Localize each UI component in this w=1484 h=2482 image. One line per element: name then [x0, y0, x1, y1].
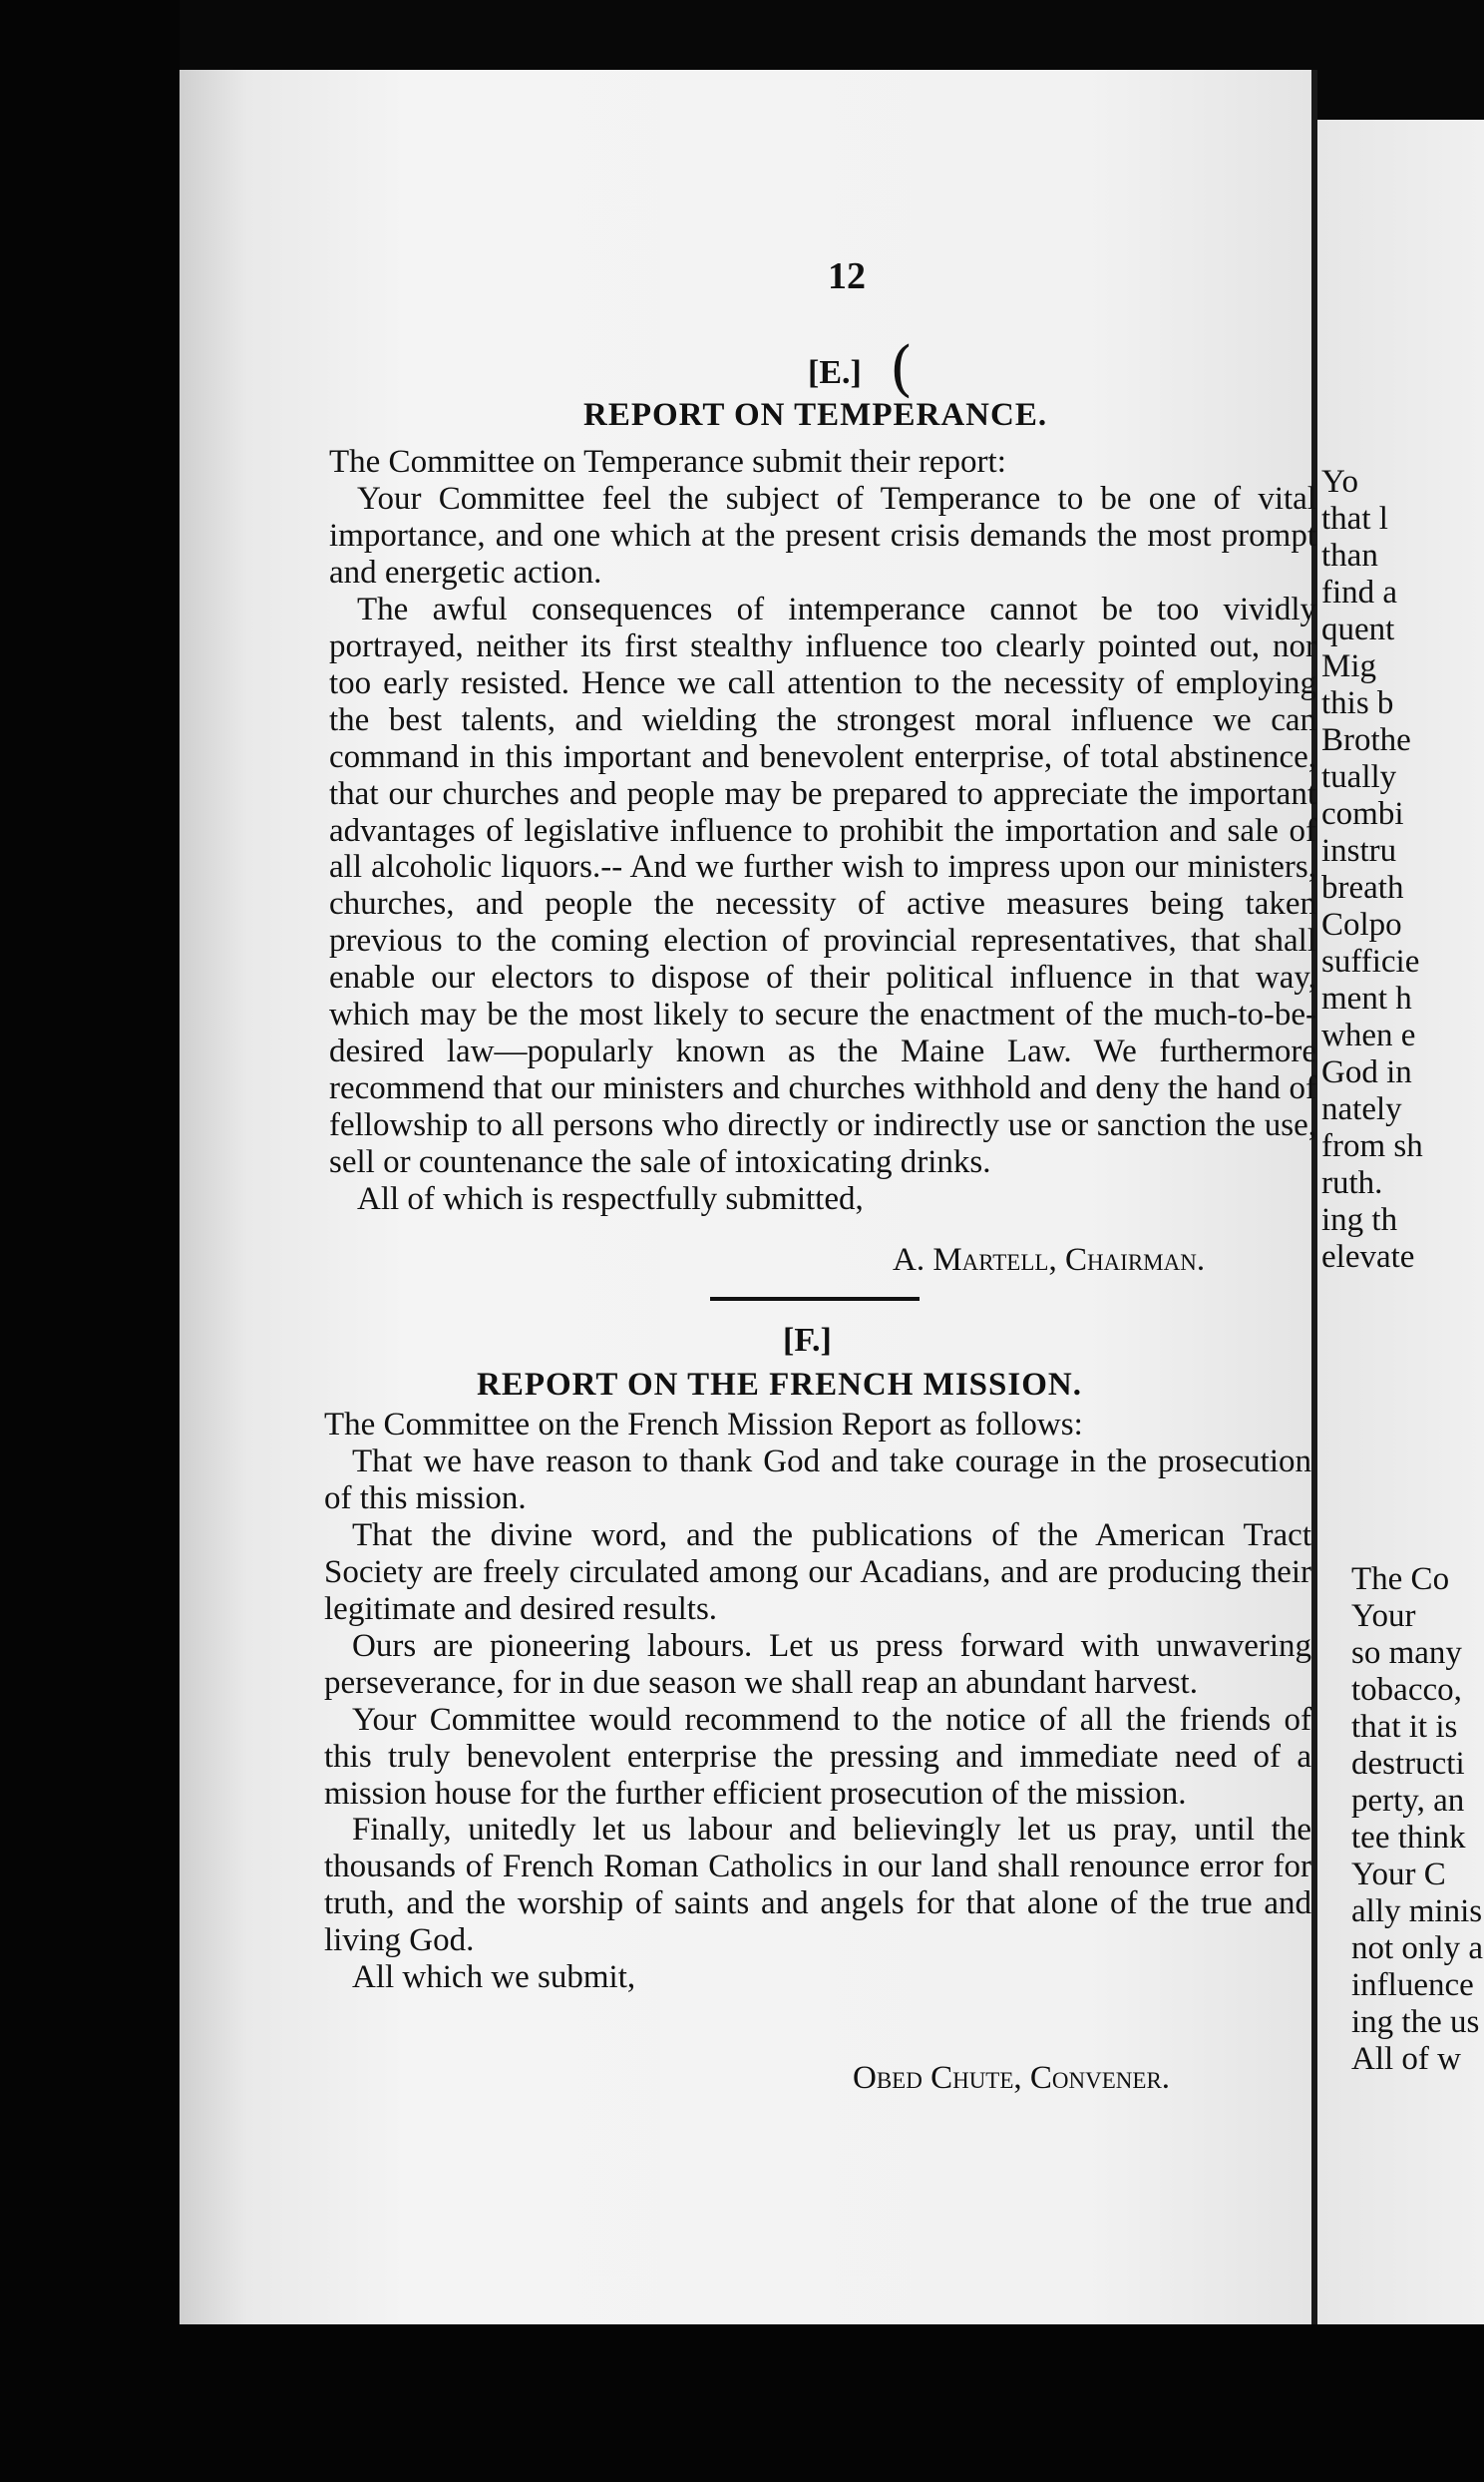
right-column-line: influence	[1351, 1967, 1474, 2003]
right-column-line: Your	[1351, 1598, 1416, 1634]
right-column-line: find a	[1321, 575, 1398, 611]
section-e-title: REPORT ON TEMPERANCE.	[583, 397, 1048, 433]
section-f-intro: The Committee on the French Mission Report as follows:	[324, 1407, 1083, 1443]
right-column-line: tobacco,	[1351, 1672, 1462, 1708]
right-column-upper	[1321, 464, 1423, 1276]
right-column-line: destructi	[1351, 1746, 1465, 1782]
right-column-line: tee think	[1351, 1820, 1466, 1856]
pencil-mark-icon: (	[890, 334, 914, 404]
section-f-paragraph: That we have reason to thank God and take courage in the prosecution of this mission.	[324, 1443, 1311, 1516]
section-f-body	[324, 1407, 1311, 1996]
right-column-line: breath	[1321, 870, 1404, 906]
right-column-line: so many	[1351, 1635, 1462, 1671]
section-e-intro: The Committee on Temperance submit their report:	[329, 444, 1006, 480]
right-column-line: God in	[1321, 1054, 1412, 1090]
right-column-line: instru	[1321, 833, 1397, 869]
section-f-paragraph: Ours are pioneering labours. Let us press forward with unwavering perseverance, for in due season we shall reap an abundant harvest.	[324, 1627, 1311, 1701]
right-column-line: Yo	[1321, 464, 1359, 500]
right-column-line: quent	[1321, 612, 1395, 647]
right-column-line: ruth.	[1321, 1165, 1383, 1201]
right-column-line: combi	[1321, 796, 1404, 832]
right-column-line: from sh	[1321, 1128, 1423, 1164]
right-column-line: this b	[1321, 685, 1394, 721]
right-column-line: Your C	[1351, 1857, 1446, 1892]
section-divider	[710, 1297, 920, 1301]
right-column-line: Mig	[1321, 648, 1377, 684]
right-column-line: The Co	[1351, 1561, 1450, 1597]
right-column-line: ing th	[1321, 1202, 1398, 1238]
right-column-line: nately	[1321, 1091, 1402, 1127]
section-e-paragraph: Your Committee feel the subject of Temperance to be one of vital importance, and one which at the present crisis demands the most prompt and energetic action.	[329, 480, 1316, 591]
section-e-signature: A. Martell, Chairman.	[893, 1242, 1206, 1278]
right-column-lower	[1351, 1561, 1483, 2078]
right-column-line: perty, an	[1351, 1783, 1465, 1819]
right-column-line: ment h	[1321, 981, 1412, 1017]
scan-border-left	[0, 0, 180, 2482]
section-f-paragraph: Finally, unitedly let us labour and believingly let us pray, until the thousands of French Roman Catholics in our land shall renounce error for truth, and the worship of saints and angels for that alone of the true and living God.	[324, 1812, 1311, 1959]
right-column-line: elevate	[1321, 1239, 1415, 1275]
section-f-paragraph: Your Committee would recommend to the notice of all the friends of this truly benevolent enterprise the pressing and immediate need of a mission house for the further efficient prosecution of the mission.	[324, 1701, 1311, 1812]
right-column-line: Colpo	[1321, 907, 1402, 943]
right-column-line: ing the us	[1351, 2004, 1480, 2040]
right-column-line: ally minis	[1351, 1893, 1483, 1929]
section-e-body	[329, 444, 1316, 1218]
section-f-paragraph: All which we submit,	[352, 1959, 636, 1996]
section-f-signature: Obed Chute, Convener.	[853, 2060, 1171, 2096]
section-f-letter: [F.]	[783, 1322, 832, 1359]
right-column-line: All of w	[1351, 2041, 1461, 2077]
right-column-line: when e	[1321, 1018, 1416, 1053]
right-column-line: that l	[1321, 501, 1388, 537]
right-column-line: that it is	[1351, 1709, 1458, 1745]
right-column-line: tually	[1321, 759, 1397, 795]
section-e-paragraph: The awful consequences of intemperance cannot be too vividly portrayed, neither its first stealthy influence too clearly pointed out, nor too early resisted. Hence we call attention to the necessity of employing the best talents, and wielding the strongest moral influence we can command in this important and benevolent enterprise, of total abstinence, that our churches and people may be prepared to appreciate the important advantages of legislative influence to prohibit the importation and sale of all alcoholic liquors.-- And we further wish to impress upon our ministers, churches, and people the necessity of active measures being taken previous to the coming election of provincial representatives, that shall enable our electors to dispose of their political influence in that way, which may be the most likely to secure the enactment of the much-to-be-desired law—popularly known as the Maine Law. We furthermore recommend that our ministers and churches withhold and deny the hand of fellowship to all persons who directly or indirectly use or sanction the use, sell or countenance the sale of intoxicating drinks.	[329, 591, 1316, 1181]
right-column-line: sufficie	[1321, 944, 1420, 980]
right-column-line: Brothe	[1321, 722, 1411, 758]
page-number: 12	[828, 255, 866, 297]
section-f-title: REPORT ON THE FRENCH MISSION.	[477, 1367, 1082, 1403]
section-f-paragraph: That the divine word, and the publications of the American Tract Society are freely circulated among our Acadians, and are producing their legitimate and desired results.	[324, 1516, 1311, 1627]
section-e-letter: [E.]	[808, 354, 862, 391]
section-e-paragraph: All of which is respectfully submitted,	[357, 1181, 864, 1218]
right-column-line: not only a	[1351, 1930, 1483, 1966]
scan-border-bottom	[0, 2324, 1484, 2482]
right-column-line: than	[1321, 538, 1378, 574]
